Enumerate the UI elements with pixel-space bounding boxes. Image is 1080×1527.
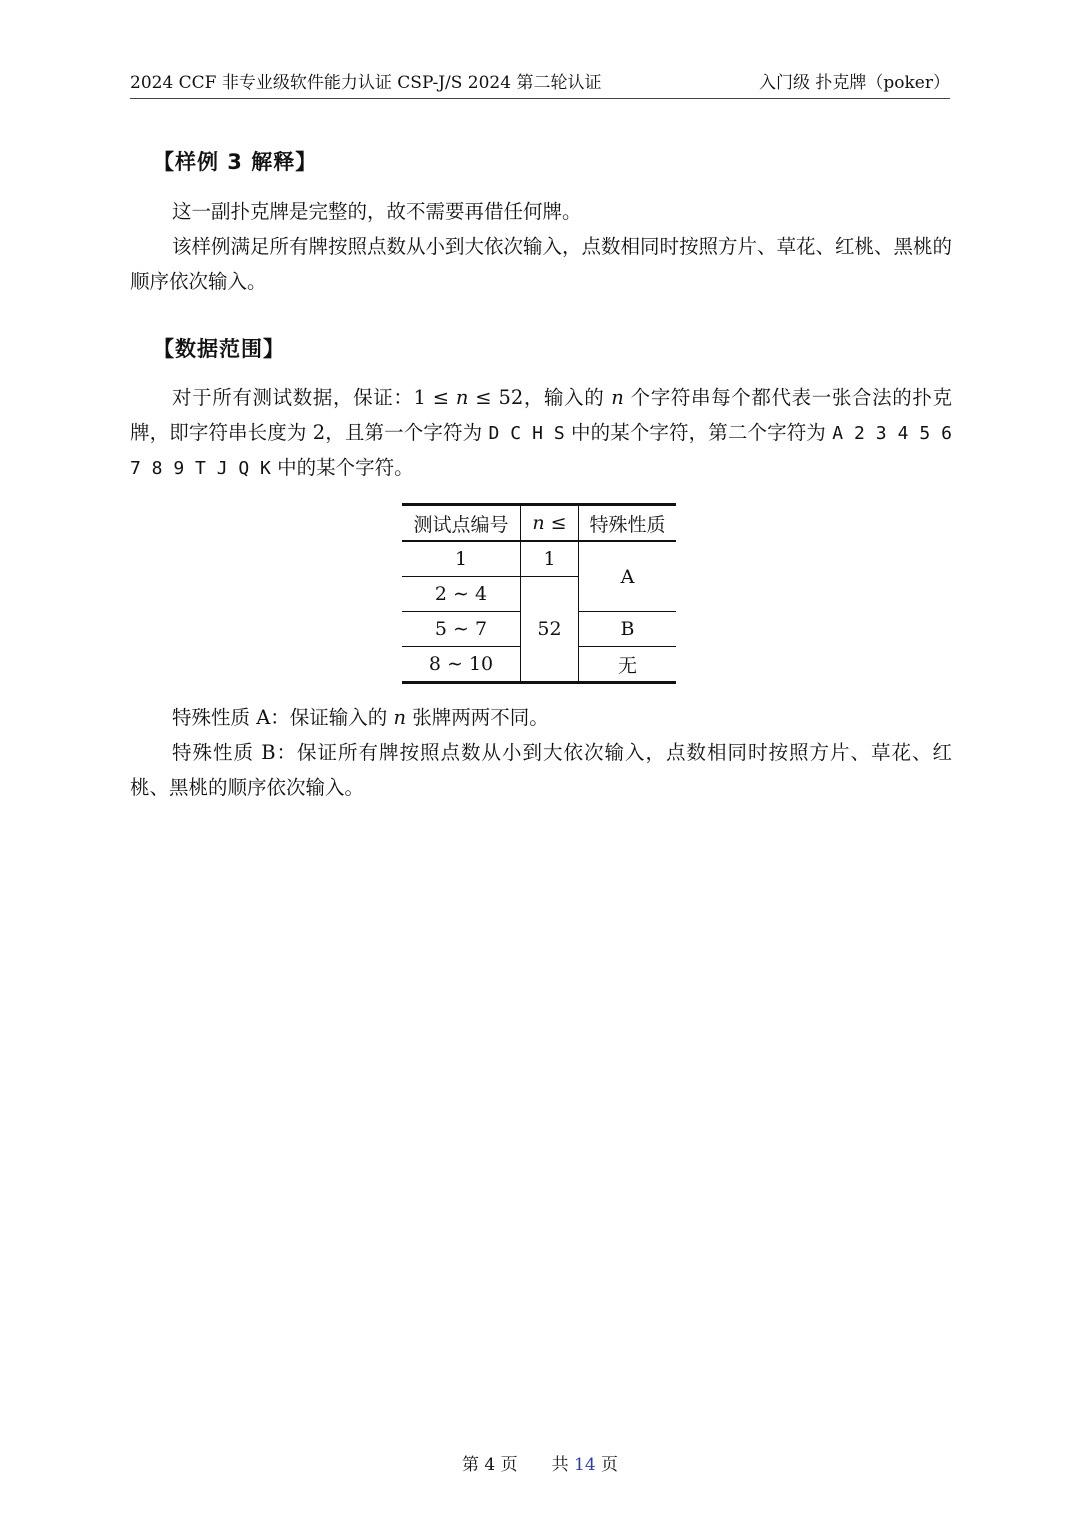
suit-chars: D C H S	[488, 422, 565, 444]
header-n-limit: n ≤	[521, 505, 579, 542]
sample3-paragraph-1: 这一副扑克牌是完整的，故不需要再借任何牌。	[172, 200, 582, 223]
table-row: 2 ∼ 4 52	[402, 577, 676, 612]
test-case-table	[402, 503, 676, 684]
property-b-paragraph: 特殊性质 B：保证所有牌按照点数从小到大依次输入，点数相同时按照方片、草花、红桃、黑桃的顺序依次输入。	[130, 741, 952, 799]
sample3-title: 【样例 3 解释】	[153, 150, 318, 174]
table-header-row	[402, 505, 676, 542]
page-header	[130, 70, 950, 99]
page-footer: 第 4 页 共 14 页	[461, 1455, 619, 1475]
page-number: 4	[484, 1455, 496, 1475]
header-special-property: 特殊性质	[579, 505, 677, 542]
header-test-id: 测试点编号	[402, 505, 521, 542]
data-range-paragraph: 对于所有测试数据，保证：1 ≤ n ≤ 52，输入的 n 个字符串每个都代表一张合法的扑克牌，即字符串长度为 2，且第一个字符为 D C H S 中的某个字符，第二个字符为 A 2 3 4 5 6 7 8 9 T J Q K 中的某个字符。	[130, 386, 953, 479]
property-a-paragraph: 特殊性质 A：保证输入的 n 张牌两两不同。	[172, 706, 549, 729]
total-pages-link[interactable]: 14	[574, 1455, 596, 1475]
table-row: 5 ∼ 7 B	[402, 612, 676, 647]
sample3-paragraph-2: 该样例满足所有牌按照点数从小到大依次输入，点数相同时按照方片、草花、红桃、黑桃的顺序依次输入。	[130, 235, 953, 293]
table-row: 8 ∼ 10 无	[428, 653, 637, 677]
header-right: 入门级 扑克牌（poker）	[758, 73, 950, 93]
data-range-title: 【数据范围】	[153, 337, 285, 361]
table-row: 1 1 A	[402, 541, 676, 577]
rank-chars: A 2 3 4 5 6 7 8 9 T J Q K	[130, 422, 952, 479]
header-left: 2024 CCF 非专业级软件能力认证 CSP-J/S 2024 第二轮认证	[130, 73, 602, 93]
